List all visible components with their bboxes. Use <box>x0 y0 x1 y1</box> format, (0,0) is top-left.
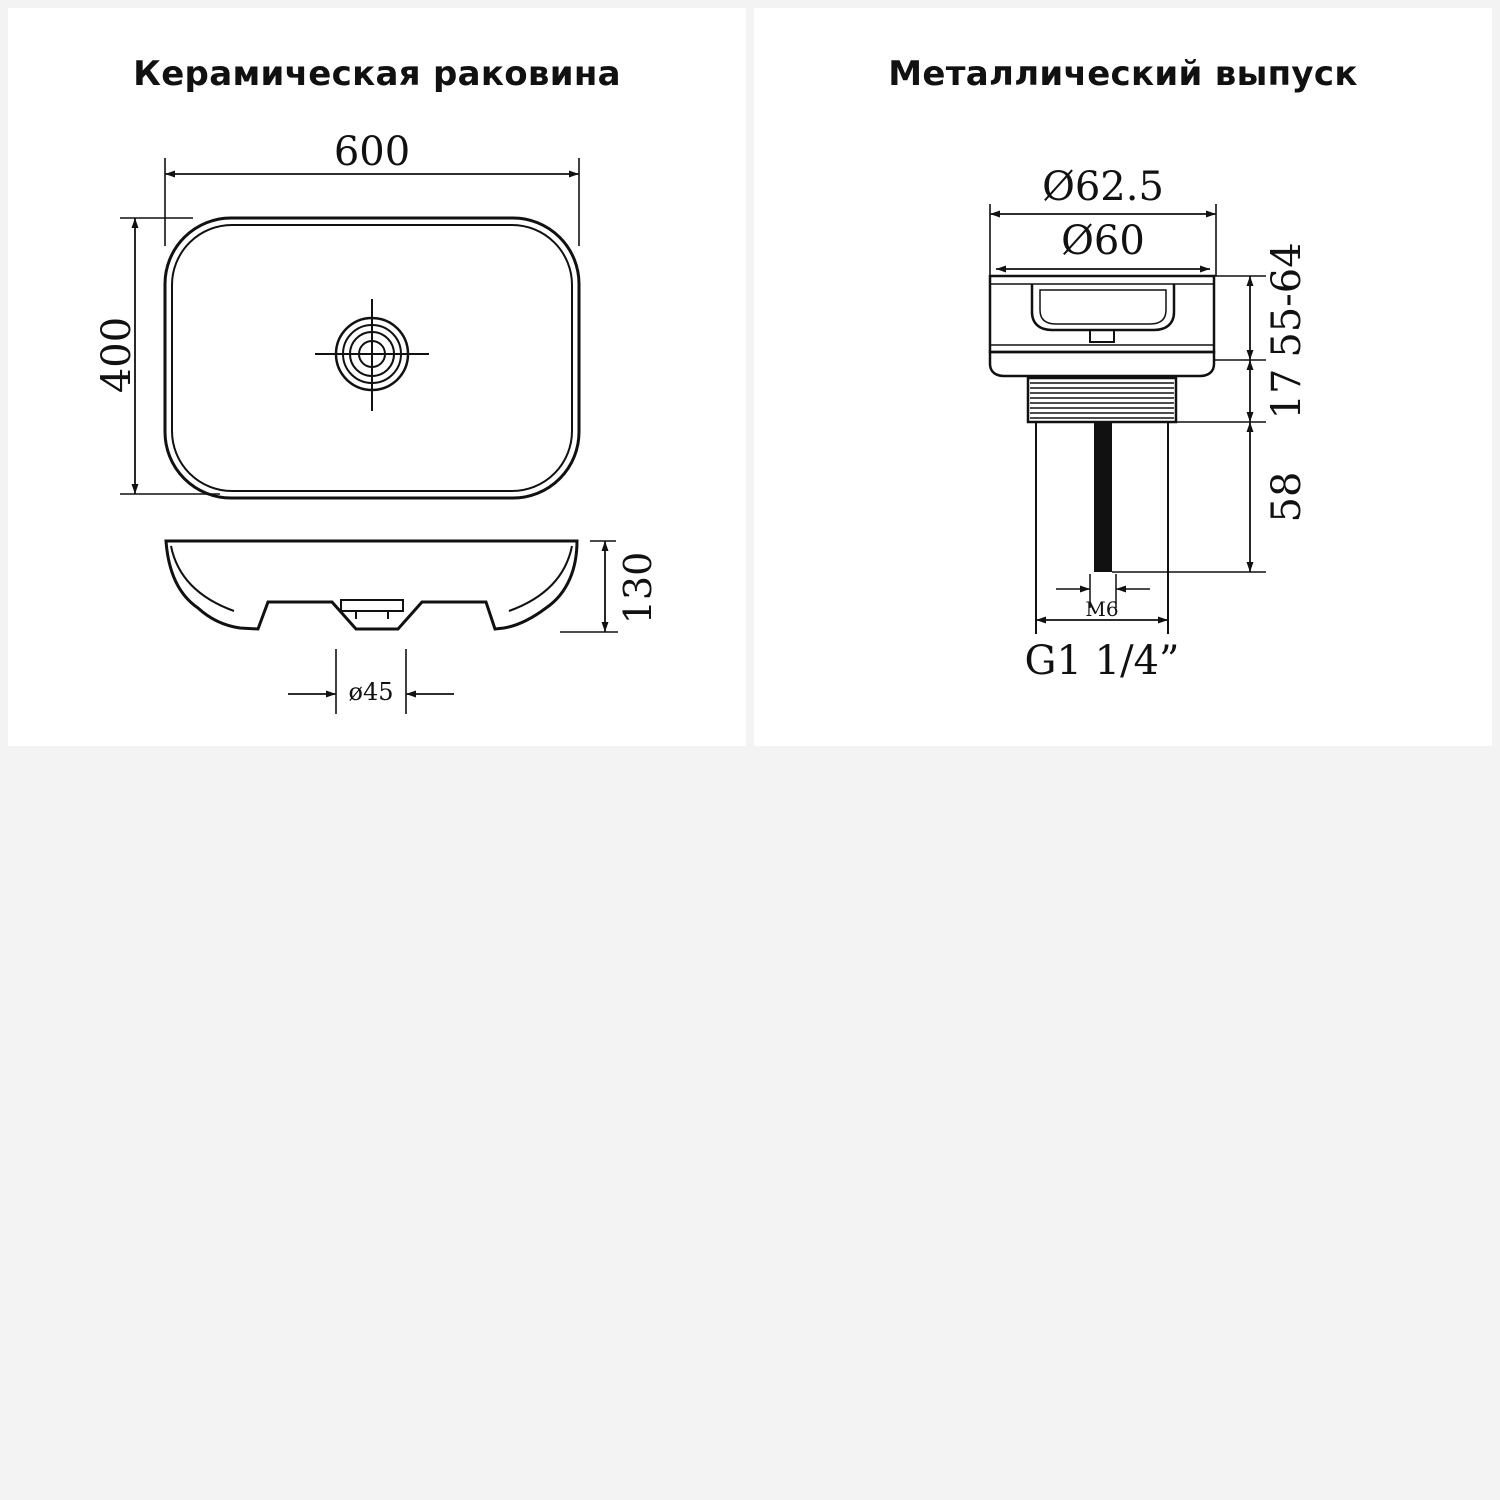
rod-length-label: 58 <box>1264 471 1310 523</box>
drain-hole-label: ø45 <box>348 678 394 706</box>
thickness-range-label: 55-64 <box>1264 242 1310 358</box>
sink-panel <box>8 8 746 746</box>
flange-inner-dimension <box>996 218 1210 269</box>
drain-drawing <box>754 8 1492 746</box>
sink-drawing <box>8 8 746 746</box>
height-label: 130 <box>616 551 660 625</box>
drain-body <box>990 276 1214 634</box>
width-dimension <box>165 129 579 246</box>
vertical-dimensions <box>1112 242 1310 572</box>
drain-hole-top <box>315 299 429 411</box>
pipe-thread-label: G1 1/4” <box>1024 638 1180 684</box>
sink-side-view <box>166 541 577 629</box>
drain-panel <box>754 8 1492 746</box>
drain-title: Металлический выпуск <box>888 54 1358 94</box>
depth-label: 400 <box>94 316 140 394</box>
rod-thread-label: M6 <box>1085 597 1119 621</box>
depth-dimension <box>94 218 220 494</box>
flange-inner-label: Ø60 <box>1061 218 1145 264</box>
flange-outer-label: Ø62.5 <box>1042 164 1164 210</box>
sink-title: Керамическая раковина <box>133 54 621 94</box>
thread-length-label: 17 <box>1264 368 1310 420</box>
bottom-dimensions <box>1025 589 1180 684</box>
width-label: 600 <box>333 129 411 175</box>
drain-hole-dimension <box>288 649 454 714</box>
